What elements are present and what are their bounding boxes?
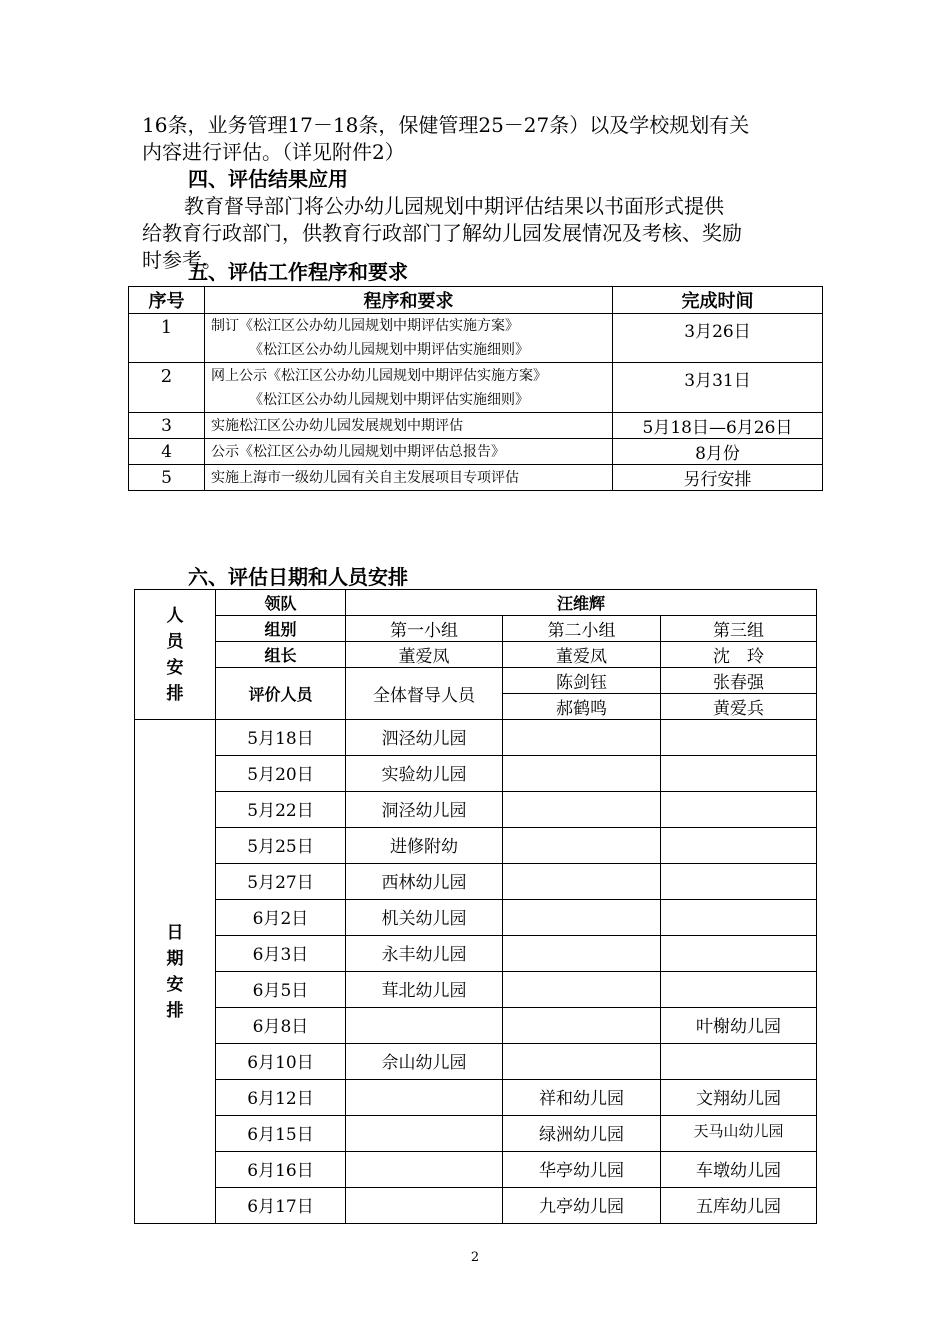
head-row — [135, 642, 817, 668]
section-5-heading: 五、评估工作程序和要求 — [188, 260, 408, 284]
intro-paragraph — [142, 112, 822, 166]
schedule-date: 6月2日 — [216, 900, 346, 936]
schedule-group-3 — [661, 720, 817, 756]
procedure-requirement-line-2: 《松江区公办幼儿园规划中期评估实施细则》 — [249, 342, 529, 358]
schedule-date: 5月20日 — [216, 756, 346, 792]
schedule-group-2 — [503, 936, 661, 972]
leader-label: 领队 — [216, 590, 346, 616]
header-completion-time: 完成时间 — [613, 287, 823, 314]
schedule-group-3 — [661, 828, 817, 864]
head-group-1: 董爱凤 — [346, 642, 503, 668]
header-number: 序号 — [129, 287, 205, 314]
procedure-header-row — [129, 287, 823, 314]
schedule-group-2: 祥和幼儿园 — [503, 1080, 661, 1116]
schedule-row — [135, 1008, 817, 1044]
schedule-date: 5月22日 — [216, 792, 346, 828]
evaluator-group-3: 张春强 — [661, 668, 817, 694]
head-group-3: 沈 玲 — [661, 642, 817, 668]
procedure-time: 另行安排 — [613, 465, 823, 491]
schedule-table — [134, 589, 817, 1224]
date-label — [135, 720, 216, 1224]
schedule-date: 6月16日 — [216, 1152, 346, 1188]
procedure-requirement-line-2: 《松江区公办幼儿园规划中期评估实施细则》 — [249, 391, 529, 408]
procedure-number: 5 — [129, 465, 205, 491]
evaluator-group-2: 陈剑钰 — [503, 668, 661, 694]
schedule-group-1: 西林幼儿园 — [346, 864, 503, 900]
evaluator-row — [135, 668, 817, 694]
schedule-group-3 — [661, 1044, 817, 1080]
procedure-requirement-line-1: 网上公示《松江区公办幼儿园规划中期评估实施方案》 — [211, 367, 547, 384]
schedule-group-1 — [346, 1080, 503, 1116]
schedule-row — [135, 1080, 817, 1116]
schedule-group-1: 茸北幼儿园 — [346, 972, 503, 1008]
procedure-requirement: 实施上海市一级幼儿园有关自主发展项目专项评估 — [205, 465, 613, 491]
schedule-row — [135, 900, 817, 936]
schedule-group-3 — [661, 864, 817, 900]
date-label-char: 日 — [166, 922, 184, 943]
date-label-char: 安 — [166, 974, 184, 995]
date-label-char: 排 — [166, 1000, 184, 1021]
section-4-line-3: 时参考。 — [142, 248, 222, 272]
schedule-group-1 — [346, 1008, 503, 1044]
schedule-group-3: 叶榭幼儿园 — [661, 1008, 817, 1044]
procedure-requirement — [205, 363, 613, 413]
evaluator-group-3: 黄爱兵 — [661, 694, 817, 720]
group-3: 第三组 — [661, 616, 817, 642]
schedule-group-2 — [503, 828, 661, 864]
group-2: 第二小组 — [503, 616, 661, 642]
section-4-heading: 四、评估结果应用 — [188, 167, 348, 191]
schedule-group-1: 进修附幼 — [346, 828, 503, 864]
schedule-group-1: 泗泾幼儿园 — [346, 720, 503, 756]
schedule-group-1: 机关幼儿园 — [346, 900, 503, 936]
schedule-date: 6月5日 — [216, 972, 346, 1008]
schedule-date: 6月15日 — [216, 1116, 346, 1152]
schedule-group-1: 洞泾幼儿园 — [346, 792, 503, 828]
procedure-row — [129, 413, 823, 439]
schedule-row — [135, 1116, 817, 1152]
procedure-number: 2 — [129, 363, 205, 413]
schedule-date: 6月17日 — [216, 1188, 346, 1224]
head-group-2: 董爱凤 — [503, 642, 661, 668]
procedure-row — [129, 363, 823, 413]
schedule-date: 6月8日 — [216, 1008, 346, 1044]
schedule-row — [135, 828, 817, 864]
schedule-group-1 — [346, 1152, 503, 1188]
personnel-label-char: 排 — [166, 683, 184, 704]
schedule-group-2 — [503, 900, 661, 936]
schedule-group-3 — [661, 900, 817, 936]
group-row — [135, 616, 817, 642]
procedure-number: 1 — [129, 314, 205, 363]
procedure-number: 4 — [129, 439, 205, 465]
procedure-table — [128, 286, 823, 491]
schedule-date: 5月27日 — [216, 864, 346, 900]
schedule-date: 5月25日 — [216, 828, 346, 864]
procedure-time: 5月18日—6月26日 — [613, 413, 823, 439]
schedule-group-2 — [503, 792, 661, 828]
schedule-group-2 — [503, 756, 661, 792]
procedure-number: 3 — [129, 413, 205, 439]
schedule-row — [135, 756, 817, 792]
schedule-row — [135, 972, 817, 1008]
schedule-row — [135, 864, 817, 900]
schedule-row — [135, 720, 817, 756]
schedule-date: 6月12日 — [216, 1080, 346, 1116]
schedule-row — [135, 936, 817, 972]
schedule-group-2 — [503, 1008, 661, 1044]
section-4-line-2: 给教育行政部门，供教育行政部门了解幼儿园发展情况及考核、奖励 — [142, 221, 742, 245]
schedule-group-2: 九亭幼儿园 — [503, 1188, 661, 1224]
schedule-row — [135, 1188, 817, 1224]
procedure-requirement: 公示《松江区公办幼儿园规划中期评估总报告》 — [205, 439, 613, 465]
group-1: 第一小组 — [346, 616, 503, 642]
section-4-line-1: 教育督导部门将公办幼儿园规划中期评估结果以书面形式提供 — [184, 194, 724, 218]
schedule-group-3 — [661, 756, 817, 792]
head-label: 组长 — [216, 642, 346, 668]
schedule-row — [135, 1044, 817, 1080]
schedule-group-1 — [346, 1116, 503, 1152]
schedule-row — [135, 1152, 817, 1188]
intro-line-1: 16条，业务管理17－18条，保健管理25－27条）以及学校规划有关 — [142, 113, 750, 137]
schedule-group-3: 文翔幼儿园 — [661, 1080, 817, 1116]
page-number: 2 — [470, 1250, 480, 1265]
procedure-row — [129, 439, 823, 465]
schedule-group-3 — [661, 792, 817, 828]
personnel-label-char: 安 — [166, 657, 184, 678]
schedule-group-1 — [346, 1188, 503, 1224]
personnel-label-char: 人 — [166, 605, 184, 626]
leader-row — [135, 590, 817, 616]
evaluator-label: 评价人员 — [216, 668, 346, 720]
evaluator-all: 全体督导人员 — [346, 668, 503, 720]
leader-name: 汪维辉 — [346, 590, 817, 616]
personnel-label — [135, 590, 216, 720]
schedule-group-3: 五库幼儿园 — [661, 1188, 817, 1224]
schedule-group-1: 实验幼儿园 — [346, 756, 503, 792]
date-label-char: 期 — [166, 948, 184, 969]
header-procedure: 程序和要求 — [205, 287, 613, 314]
procedure-row — [129, 465, 823, 491]
schedule-group-3 — [661, 936, 817, 972]
schedule-group-3: 车墩幼儿园 — [661, 1152, 817, 1188]
group-label: 组别 — [216, 616, 346, 642]
procedure-row — [129, 314, 823, 363]
schedule-group-2: 华亭幼儿园 — [503, 1152, 661, 1188]
schedule-row — [135, 792, 817, 828]
schedule-group-3: 天马山幼儿园 — [661, 1116, 817, 1152]
schedule-group-1: 佘山幼儿园 — [346, 1044, 503, 1080]
schedule-date: 5月18日 — [216, 720, 346, 756]
schedule-group-2 — [503, 720, 661, 756]
schedule-group-2: 绿洲幼儿园 — [503, 1116, 661, 1152]
procedure-time: 3月26日 — [613, 314, 823, 363]
schedule-group-2 — [503, 972, 661, 1008]
procedure-time: 8月份 — [613, 439, 823, 465]
schedule-date: 6月3日 — [216, 936, 346, 972]
procedure-requirement — [205, 314, 613, 363]
procedure-time: 3月31日 — [613, 363, 823, 413]
evaluator-group-2: 郝鹤鸣 — [503, 694, 661, 720]
section-6-heading: 六、评估日期和人员安排 — [188, 565, 408, 589]
intro-line-2: 内容进行评估。（详见附件2） — [142, 140, 405, 164]
personnel-label-char: 员 — [166, 631, 184, 652]
schedule-group-2 — [503, 1044, 661, 1080]
schedule-group-3 — [661, 972, 817, 1008]
schedule-group-1: 永丰幼儿园 — [346, 936, 503, 972]
procedure-requirement-line-1: 制订《松江区公办幼儿园规划中期评估实施方案》 — [211, 318, 519, 334]
procedure-requirement: 实施松江区公办幼儿园发展规划中期评估 — [205, 413, 613, 439]
schedule-group-2 — [503, 864, 661, 900]
schedule-date: 6月10日 — [216, 1044, 346, 1080]
